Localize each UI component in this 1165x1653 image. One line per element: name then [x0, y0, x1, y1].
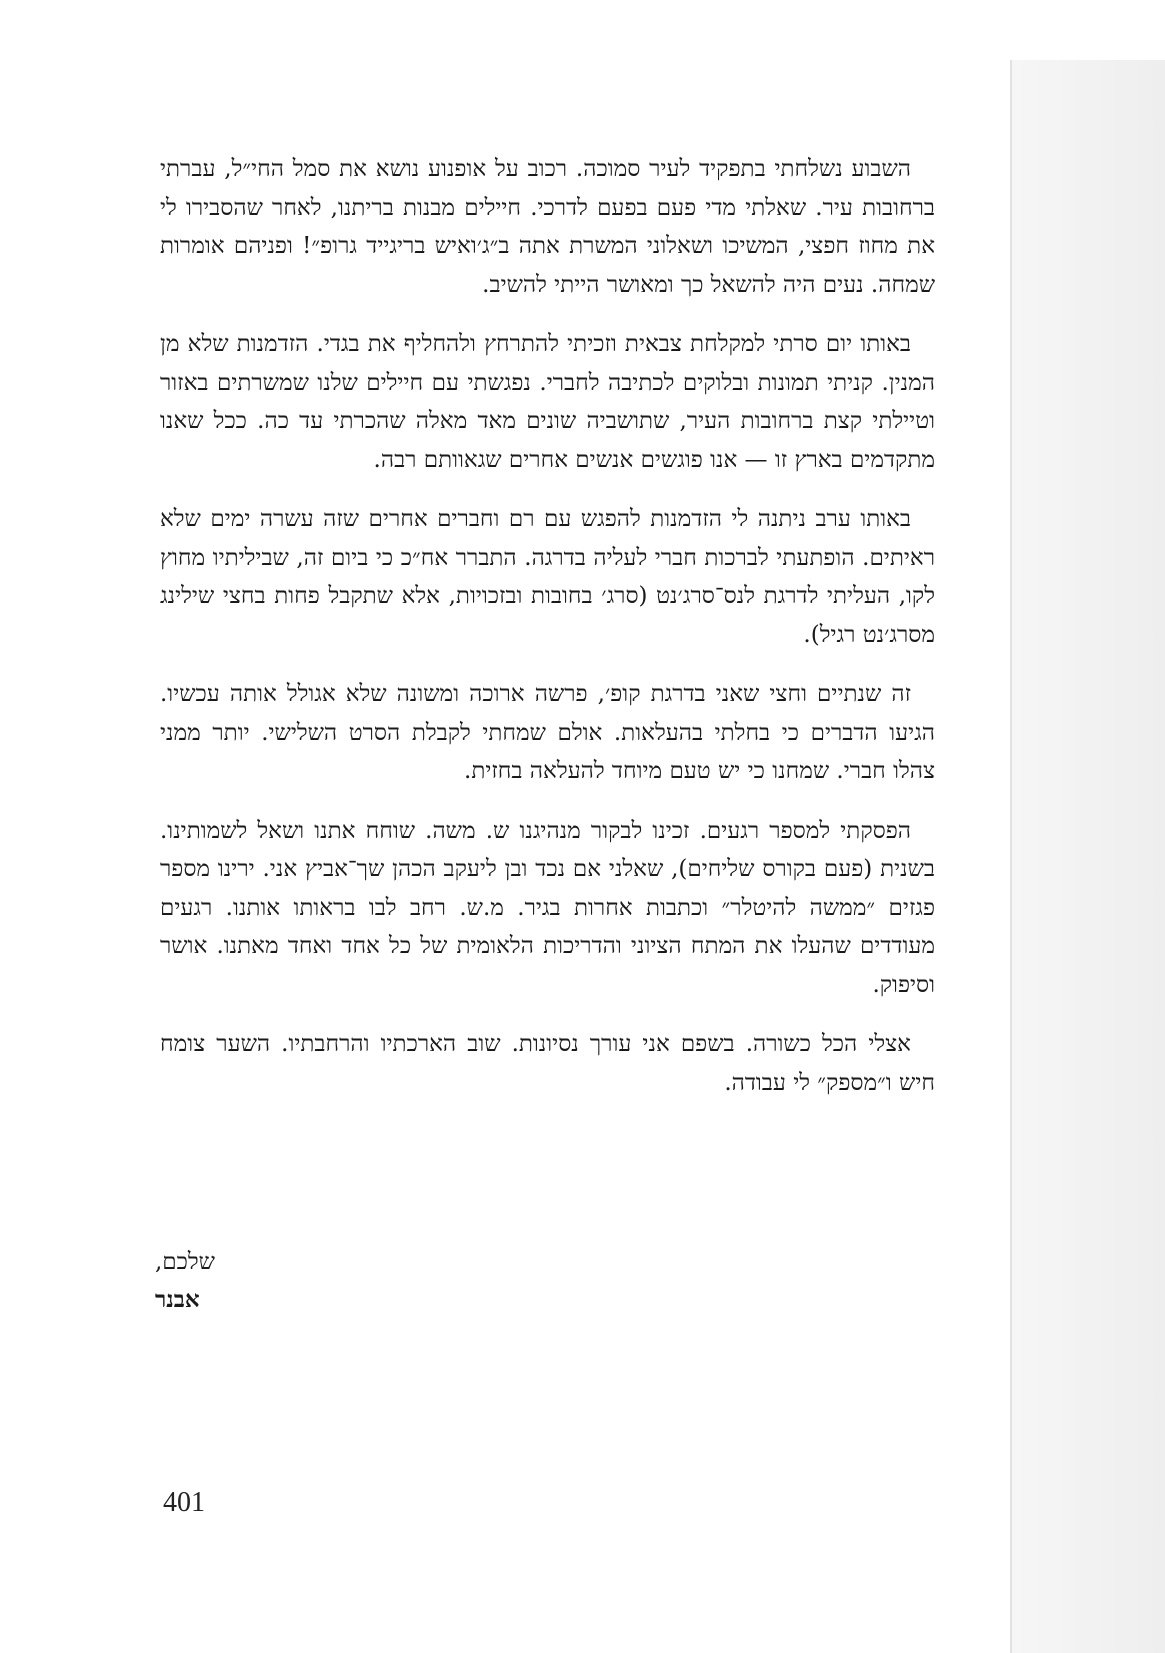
paragraph-2: באותו יום סרתי למקלחת צבאית וזכיתי להתרחץ ולהחליף את בגדי. הזדמנות שלא מן המנין. קניתי תמונות ובלוקים לכתיבה לחברי. נפגשתי עם חיילים שלנו שמשרתים באזור וטיילתי קצת ברחובות העיר, שתושביה שונים מאד מאלה שהכרתי עד כה. ככל שאנו מתקדמים בארץ זו — אנו פוגשים אנשים אחרים שגאוותם רבה. [160, 331, 935, 473]
page-edge-shadow [1010, 60, 1165, 1653]
page-number: 401 [163, 1487, 205, 1518]
paragraph-6: אצלי הכל כשורה. בשפם אני עורך נסיונות. שוב הארכתיו והרחבתיו. השער צומח חיש ו״מספק״ לי עבודה. [160, 1031, 935, 1096]
letter-body [160, 150, 935, 1123]
letter-signoff [155, 1243, 405, 1319]
paragraph-3: באותו ערב ניתנה לי הזדמנות להפגש עם רם וחברים אחרים שזה עשרה ימים שלא ראיתים. הופתעתי לברכות חברי לעליה בדרגה. התברר אח״כ כי ביום זה, שביליתיו מחוץ לקו, העליתי לדרגת לנס־סרג׳נט (סרג׳ בחובות ובזכויות, אלא שתקבל פחות בחצי שילינג מסרג׳נט רגיל). [160, 506, 935, 648]
paragraph-1: השבוע נשלחתי בתפקיד לעיר סמוכה. רכוב על אופנוע נושא את סמל החי״ל, עברתי ברחובות עיר. שאלתי מדי פעם בפעם לדרכי. חיילים מבנות בריתנו, לאחר שהסבירו לי את מחוז חפצי, המשיכו ושאלוני המשרת אתה ב״ג׳ואיש בריגייד גרופ״! ופניהם אומרות שמחה. נעים היה להשאל כך ומאושר הייתי להשיב. [160, 156, 935, 298]
closing-greeting: שלכם, [155, 1249, 215, 1275]
page-edge-line [1010, 60, 1012, 1653]
signature-name: אבנר [155, 1286, 200, 1313]
paragraph-4: זה שנתיים וחצי שאני בדרגת קופ׳, פרשה ארוכה ומשונה שלא אגולל אותה עכשיו. הגיעו הדברים כי בחלתי בהעלאות. אולם שמחתי לקבלת הסרט השלישי. יותר ממני צהלו חברי. שמחנו כי יש טעם מיוחד להעלאה בחזית. [160, 681, 935, 784]
paragraph-5: הפסקתי למספר רגעים. זכינו לבקור מנהיגנו ש. משה. שוחח אתנו ושאל לשמותינו. בשנית (פעם בקורס שליחים), שאלני אם נכד ובן ליעקב הכהן שך־אביץ אני. ירינו מספר פגזים ״ממשה להיטלר״ וכתבות אחרות בגיר. מ.ש. רחב לבו בראותו אותנו. רגעים מעודדים שהעלו את המתח הציוני והדריכות הלאומית של כל אחד ואחד מאתנו. אושר וסיפוק. [160, 817, 935, 998]
